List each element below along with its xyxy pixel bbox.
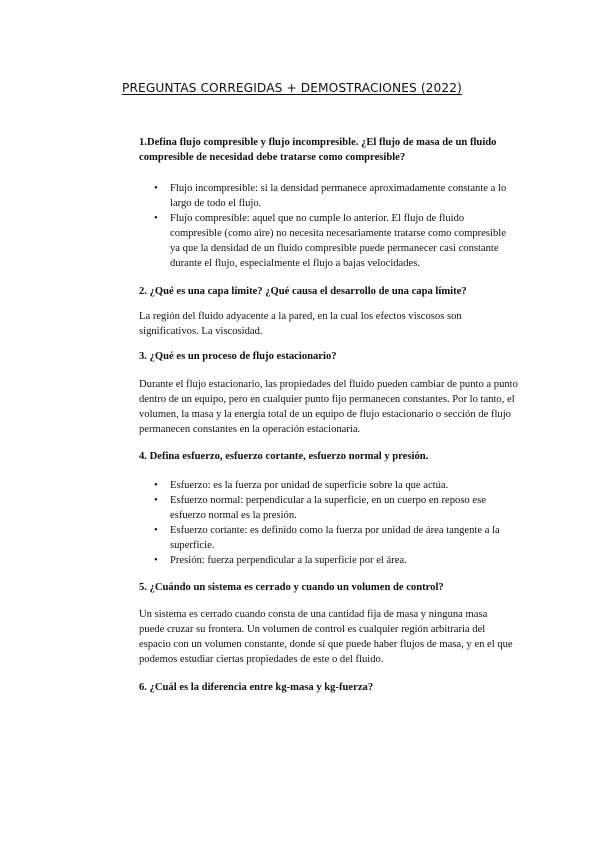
list-item-text: Flujo incompresible: si la densidad permanece aproximadamente constante a lo largo de todo el flujo. [170,183,507,209]
list-item-text: Esfuerzo normal: perpendicular a la superficie, en un cuerpo en reposo ese esfuerzo normal es la presión. [170,495,486,521]
question-1: 1.Defina flujo compresible y flujo incompresible. ¿El flujo de masa de un fluido compresible de necesidad debe tratarse como compresible? [139,137,497,163]
bullet-icon: • [154,555,158,566]
bullet-icon: • [154,213,158,224]
list-item [139,523,521,553]
document-body [139,135,518,695]
answer-1-list [139,181,511,271]
list-item [139,181,511,211]
question-2: 2. ¿Qué es una capa límite? ¿Qué causa el desarrollo de una capa límite? [139,286,467,297]
question-6: 6. ¿Cuál es la diferencia entre kg-masa y kg-fuerza? [139,682,374,693]
question-4: 4. Defina esfuerzo, esfuerzo cortante, esfuerzo normal y presión. [139,451,429,462]
list-item-text: Flujo compresible: aquel que no cumple lo anterior. El flujo de fluido compresible (como aire) no necesita necesariamente tratarse como compresible ya que la densidad de un fluido compresible puede permanecer casi constante durante el flujo, especialmente el flujo a bajas velocidades. [170,213,506,269]
answer-5: Un sistema es cerrado cuando consta de una cantidad fija de masa y ninguna masa puede cruzar su frontera. Un volumen de control es cualquier región arbitraria del espacio con un volumen constante, donde sí que puede haber flujos de masa, y en el que podemos estudiar ciertas propiedades de este o del fluido. [139,609,513,665]
list-item [139,211,511,271]
answer-2: La región del fluido adyacente a la pared, en la cual los efectos viscosos son significativos. La viscosidad. [139,311,462,337]
answer-4-list [139,478,521,568]
list-item-text: Esfuerzo cortante: es definido como la fuerza por unidad de área tangente a la superficie. [170,525,500,551]
bullet-icon: • [154,183,158,194]
answer-3: Durante el flujo estacionario, las propiedades del fluido pueden cambiar de punto a punto dentro de un equipo, pero en cualquier punto fijo permanecen constantes. Por lo tanto, el volumen, la masa y la energía total de un equipo de flujo estacionario o sección de flujo permanecen constantes en la operación estacionaria. [139,379,518,435]
question-5: 5. ¿Cuándo un sistema es cerrado y cuando un volumen de control? [139,582,444,593]
bullet-icon: • [154,495,158,506]
page-title: PREGUNTAS CORREGIDAS + DEMOSTRACIONES (2022) [122,81,462,95]
list-item [139,553,521,568]
bullet-icon: • [154,480,158,491]
bullet-icon: • [154,525,158,536]
list-item-text: Presión: fuerza perpendicular a la superficie por el área. [170,555,407,566]
list-item [139,493,521,523]
list-item-text: Esfuerzo: es la fuerza por unidad de superficie sobre la que actúa. [170,480,449,491]
list-item [139,478,521,493]
question-3: 3. ¿Qué es un proceso de flujo estacionario? [139,351,337,362]
